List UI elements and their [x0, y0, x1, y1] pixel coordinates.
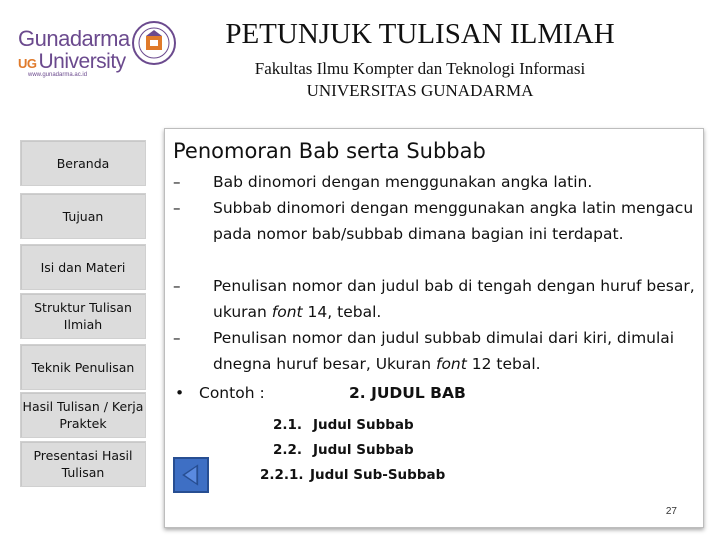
sidebar-item-teknik-penulisan[interactable]: Teknik Penulisan — [20, 344, 146, 390]
contoh-heading: 2. JUDUL BAB — [349, 384, 466, 402]
sidebar-item-hasil-tulisan[interactable]: Hasil Tulisan / Kerja Praktek — [20, 392, 146, 438]
sidebar-item-isi-dan-materi[interactable]: Isi dan Materi — [20, 244, 146, 290]
page-subtitle — [190, 58, 650, 102]
logo-line2-text: University — [38, 50, 126, 73]
item4-font-word: font — [435, 355, 467, 373]
list-item: Bab dinomori dengan menggunakan angka latin. — [213, 173, 593, 191]
logo-ug: UG — [18, 56, 37, 71]
content-heading: Penomoran Bab serta Subbab — [173, 139, 486, 163]
logo-url: www.gunadarma.ac.id — [28, 72, 88, 78]
item3-text-b: 14, tebal. — [302, 303, 382, 321]
item4-text-a: Penulisan nomor dan judul subbab dimulai dari kiri, dimulai dnegna huruf besar, Ukuran — [213, 329, 675, 373]
example-text: Judul Sub-Subbab — [310, 467, 446, 483]
content-panel — [164, 128, 704, 528]
sidebar-item-presentasi-hasil-tulisan[interactable]: Presentasi Hasil Tulisan — [20, 441, 146, 487]
back-arrow-icon[interactable] — [173, 457, 209, 493]
example-text: Judul Subbab — [313, 442, 414, 458]
sidebar-item-beranda[interactable]: Beranda — [20, 140, 146, 186]
list-item — [213, 273, 697, 325]
logo-line2 — [18, 50, 126, 74]
sidebar-item-tujuan[interactable]: Tujuan — [20, 193, 146, 239]
list-item: Subbab dinomori dengan menggunakan angka latin mengacu pada nomor bab/subbab dimana bagian ini terdapat. — [213, 199, 694, 243]
item3-font-word: font — [271, 303, 303, 321]
item3-text-a: Penulisan nomor dan judul bab di tengah dengan huruf besar, ukuran — [213, 277, 695, 321]
dash-marker: – — [173, 173, 181, 191]
item4-text-b: 12 tebal. — [466, 355, 541, 373]
university-seal-icon — [131, 20, 177, 66]
subtitle-line1: Fakultas Ilmu Kompter dan Teknologi Informasi — [254, 59, 586, 78]
page-number: 27 — [665, 506, 677, 517]
example-number: 2.1. — [273, 417, 303, 433]
contoh-label: Contoh : — [199, 384, 265, 402]
example-number: 2.2. — [273, 442, 303, 458]
example-number: 2.2.1. — [260, 467, 304, 483]
bullet-marker: • — [175, 384, 185, 402]
example-text: Judul Subbab — [313, 417, 414, 433]
sidebar-item-struktur-tulisan-ilmiah[interactable]: Struktur Tulisan Ilmiah — [20, 293, 146, 339]
subtitle-line2: UNIVERSITAS GUNADARMA — [306, 81, 534, 100]
page-title: PETUNJUK TULISAN ILMIAH — [225, 18, 615, 50]
logo-line1: Gunadarma — [18, 26, 130, 51]
dash-marker: – — [173, 277, 181, 295]
dash-marker: – — [173, 199, 181, 217]
gunadarma-logo — [14, 18, 164, 78]
list-item — [213, 325, 697, 377]
dash-marker: – — [173, 329, 181, 347]
